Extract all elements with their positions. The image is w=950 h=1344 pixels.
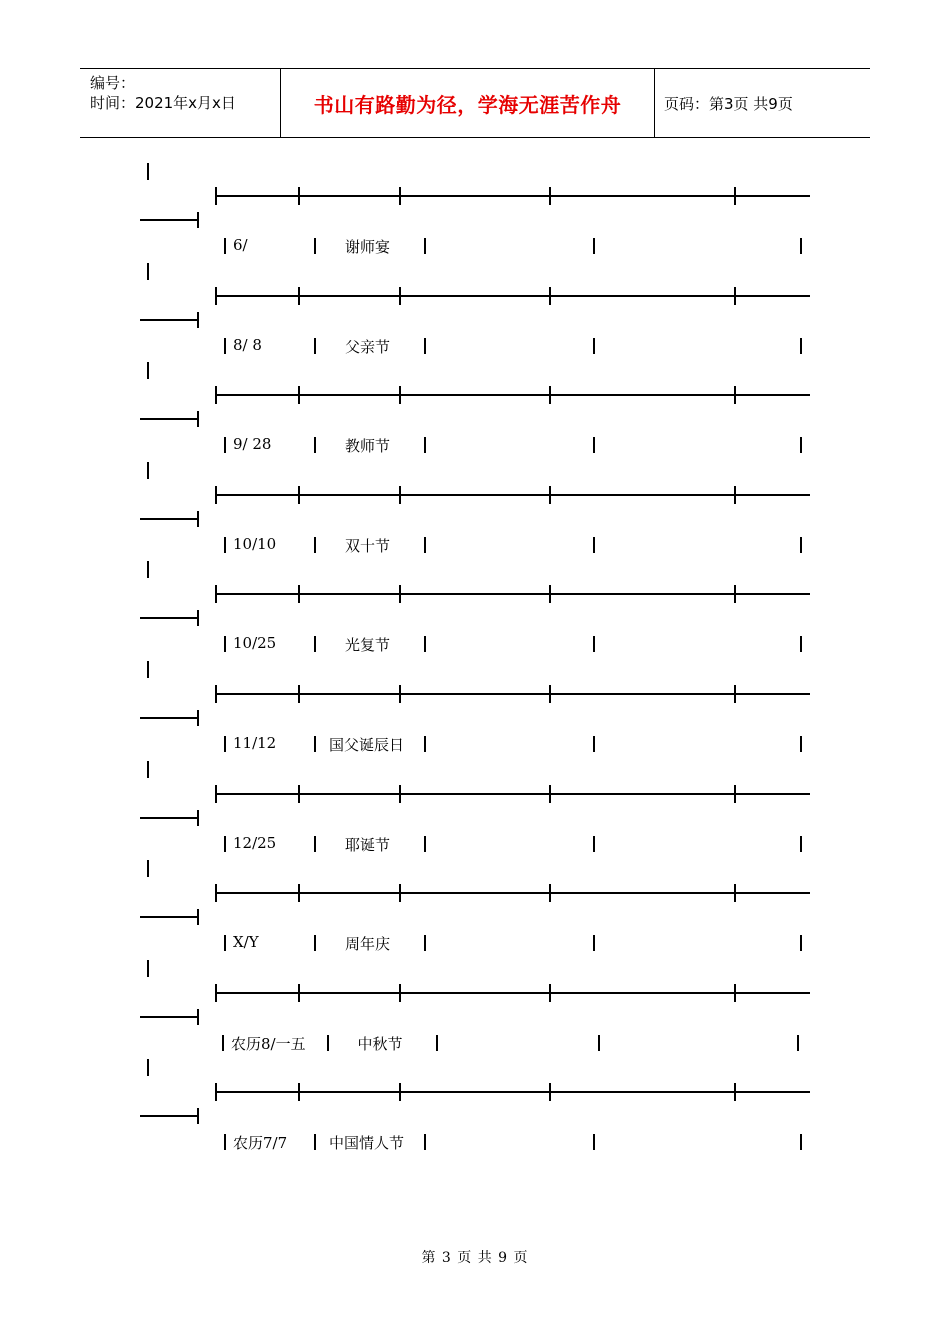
short-rule-tick bbox=[197, 710, 199, 726]
row-short-rule bbox=[140, 418, 198, 420]
row-left-tick bbox=[147, 163, 149, 180]
rule-tick bbox=[549, 685, 551, 703]
rule-tick bbox=[399, 785, 401, 803]
cell-border bbox=[424, 1134, 426, 1150]
rule-tick bbox=[215, 585, 217, 603]
cell-border bbox=[800, 935, 802, 951]
date-cell: 6/ bbox=[233, 236, 248, 254]
cell-border bbox=[314, 736, 316, 752]
document-time-label: 时间：2021年x月x日 bbox=[90, 94, 236, 112]
row-left-tick bbox=[147, 462, 149, 479]
document-number-label: 编号： bbox=[90, 74, 136, 92]
row-rule bbox=[215, 195, 810, 197]
row-short-rule bbox=[140, 817, 198, 819]
rule-tick bbox=[734, 884, 736, 902]
holiday-name-cell: 耶诞节 bbox=[345, 835, 391, 854]
holiday-name-cell: 教师节 bbox=[345, 437, 391, 456]
rule-tick bbox=[734, 386, 736, 404]
row-rule bbox=[215, 992, 810, 994]
date-cell: 8/ 8 bbox=[233, 335, 262, 354]
cell-border bbox=[424, 238, 426, 254]
row-rule bbox=[215, 693, 810, 695]
short-rule-tick bbox=[197, 411, 199, 427]
cell-border bbox=[314, 238, 316, 254]
cell-border bbox=[314, 836, 316, 852]
row-rule bbox=[215, 1091, 810, 1093]
cell-border bbox=[800, 238, 802, 254]
cell-border bbox=[593, 736, 595, 752]
row-rule bbox=[215, 793, 810, 795]
rule-tick bbox=[298, 884, 300, 902]
row-short-rule bbox=[140, 617, 198, 619]
cell-border bbox=[327, 1035, 329, 1051]
cell-border bbox=[593, 935, 595, 951]
page-footer: 第 3 页 共 9 页 bbox=[421, 1250, 529, 1266]
cell-border bbox=[424, 636, 426, 652]
table-row bbox=[0, 163, 950, 263]
short-rule-tick bbox=[197, 212, 199, 228]
table-row bbox=[0, 1059, 950, 1159]
rule-tick bbox=[549, 984, 551, 1002]
row-rule bbox=[215, 593, 810, 595]
holiday-name-cell: 周年庆 bbox=[345, 935, 391, 954]
rule-tick bbox=[399, 1083, 401, 1101]
date-cell: 农历7/7 bbox=[233, 1134, 288, 1153]
cell-border bbox=[224, 437, 226, 453]
table-bottom bbox=[0, 1159, 950, 1259]
rule-tick bbox=[298, 984, 300, 1002]
rule-tick bbox=[734, 685, 736, 703]
cell-border bbox=[224, 238, 226, 254]
rule-tick bbox=[399, 486, 401, 504]
row-short-rule bbox=[140, 518, 198, 520]
cell-border bbox=[800, 636, 802, 652]
row-short-rule bbox=[140, 1016, 198, 1018]
holiday-name-cell: 双十节 bbox=[345, 536, 391, 555]
cell-border bbox=[314, 537, 316, 553]
row-rule bbox=[215, 494, 810, 496]
row-left-tick bbox=[147, 362, 149, 379]
rule-tick bbox=[298, 287, 300, 305]
cell-border bbox=[222, 1035, 224, 1051]
short-rule-tick bbox=[197, 1108, 199, 1124]
cell-border bbox=[424, 935, 426, 951]
date-cell: 12/25 bbox=[233, 833, 277, 852]
rule-tick bbox=[399, 187, 401, 205]
rule-tick bbox=[215, 884, 217, 902]
rule-tick bbox=[734, 785, 736, 803]
cell-border bbox=[800, 537, 802, 553]
cell-border bbox=[224, 1134, 226, 1150]
rule-tick bbox=[215, 984, 217, 1002]
cell-border bbox=[593, 437, 595, 453]
rule-tick bbox=[399, 685, 401, 703]
short-rule-tick bbox=[197, 1009, 199, 1025]
short-rule-tick bbox=[197, 610, 199, 626]
rule-tick bbox=[215, 1083, 217, 1101]
rule-tick bbox=[399, 585, 401, 603]
cell-border bbox=[593, 836, 595, 852]
table-row bbox=[0, 960, 950, 1060]
cell-border bbox=[314, 636, 316, 652]
row-short-rule bbox=[140, 717, 198, 719]
rule-tick bbox=[298, 486, 300, 504]
rule-tick bbox=[734, 486, 736, 504]
rule-tick bbox=[215, 785, 217, 803]
rule-tick bbox=[734, 984, 736, 1002]
rule-tick bbox=[549, 287, 551, 305]
cell-border bbox=[797, 1035, 799, 1051]
row-rule bbox=[215, 295, 810, 297]
row-left-tick bbox=[147, 263, 149, 280]
cell-border bbox=[314, 437, 316, 453]
cell-border bbox=[424, 836, 426, 852]
row-short-rule bbox=[140, 1115, 198, 1117]
cell-border bbox=[593, 338, 595, 354]
row-short-rule bbox=[140, 916, 198, 918]
header-motto: 书山有路勤为径，学海无涯苦作舟 bbox=[313, 92, 622, 117]
cell-border bbox=[598, 1035, 600, 1051]
rule-tick bbox=[734, 287, 736, 305]
date-cell: 11/12 bbox=[233, 734, 277, 752]
holiday-name-cell: 国父诞辰日 bbox=[329, 736, 405, 754]
cell-border bbox=[314, 1134, 316, 1150]
rule-tick bbox=[549, 1083, 551, 1101]
cell-border bbox=[224, 836, 226, 852]
row-short-rule bbox=[140, 319, 198, 321]
cell-border bbox=[424, 437, 426, 453]
row-left-tick bbox=[147, 561, 149, 578]
table-row bbox=[0, 263, 950, 363]
row-left-tick bbox=[147, 761, 149, 778]
header-page-info: 页码：第3页 共9页 bbox=[664, 94, 793, 113]
cell-border bbox=[800, 338, 802, 354]
cell-border bbox=[314, 338, 316, 354]
rule-tick bbox=[215, 685, 217, 703]
date-cell: 10/25 bbox=[233, 634, 277, 653]
rule-tick bbox=[549, 585, 551, 603]
rule-tick bbox=[298, 785, 300, 803]
holiday-name-cell: 谢师宴 bbox=[345, 238, 391, 256]
rule-tick bbox=[298, 685, 300, 703]
row-left-tick bbox=[147, 960, 149, 977]
cell-border bbox=[224, 537, 226, 553]
holiday-name-cell: 父亲节 bbox=[345, 337, 391, 356]
row-left-tick bbox=[147, 1059, 149, 1076]
row-rule bbox=[215, 892, 810, 894]
date-cell: 10/10 bbox=[233, 534, 277, 553]
rule-tick bbox=[734, 1083, 736, 1101]
rule-tick bbox=[734, 187, 736, 205]
cell-border bbox=[314, 935, 316, 951]
date-cell: 农历8/一五 bbox=[231, 1034, 306, 1053]
cell-border bbox=[424, 736, 426, 752]
row-left-tick bbox=[147, 860, 149, 877]
cell-border bbox=[224, 338, 226, 354]
cell-border bbox=[424, 338, 426, 354]
cell-border bbox=[224, 636, 226, 652]
rule-tick bbox=[549, 785, 551, 803]
rule-tick bbox=[399, 287, 401, 305]
cell-border bbox=[593, 636, 595, 652]
rule-tick bbox=[298, 386, 300, 404]
row-rule bbox=[215, 394, 810, 396]
cell-border bbox=[800, 836, 802, 852]
table-row bbox=[0, 761, 950, 861]
rule-tick bbox=[399, 984, 401, 1002]
row-short-rule bbox=[140, 219, 198, 221]
rule-tick bbox=[549, 386, 551, 404]
rule-tick bbox=[734, 585, 736, 603]
rule-tick bbox=[215, 386, 217, 404]
cell-border bbox=[800, 1134, 802, 1150]
cell-border bbox=[424, 537, 426, 553]
cell-border bbox=[436, 1035, 438, 1051]
rule-tick bbox=[215, 287, 217, 305]
table-row bbox=[0, 462, 950, 562]
rule-tick bbox=[298, 1083, 300, 1101]
rule-tick bbox=[549, 187, 551, 205]
cell-border bbox=[593, 537, 595, 553]
table-row bbox=[0, 860, 950, 960]
row-left-tick bbox=[147, 661, 149, 678]
rule-tick bbox=[549, 884, 551, 902]
date-cell: 9/ 28 bbox=[233, 435, 272, 454]
rule-tick bbox=[399, 884, 401, 902]
holiday-name-cell: 光复节 bbox=[345, 636, 391, 655]
short-rule-tick bbox=[197, 511, 199, 527]
rule-tick bbox=[549, 486, 551, 504]
table-row bbox=[0, 362, 950, 462]
short-rule-tick bbox=[197, 909, 199, 925]
rule-tick bbox=[298, 585, 300, 603]
cell-border bbox=[593, 1134, 595, 1150]
short-rule-tick bbox=[197, 312, 199, 328]
holiday-name-cell: 中国情人节 bbox=[329, 1134, 405, 1153]
cell-border bbox=[224, 736, 226, 752]
table-row bbox=[0, 661, 950, 761]
rule-tick bbox=[215, 187, 217, 205]
table-row bbox=[0, 561, 950, 661]
cell-border bbox=[800, 736, 802, 752]
cell-border bbox=[800, 437, 802, 453]
rule-tick bbox=[298, 187, 300, 205]
holiday-name-cell: 中秋节 bbox=[357, 1034, 403, 1053]
rule-tick bbox=[215, 486, 217, 504]
date-cell: X/Y bbox=[233, 933, 259, 952]
rule-tick bbox=[399, 386, 401, 404]
short-rule-tick bbox=[197, 810, 199, 826]
cell-border bbox=[224, 935, 226, 951]
cell-border bbox=[593, 238, 595, 254]
